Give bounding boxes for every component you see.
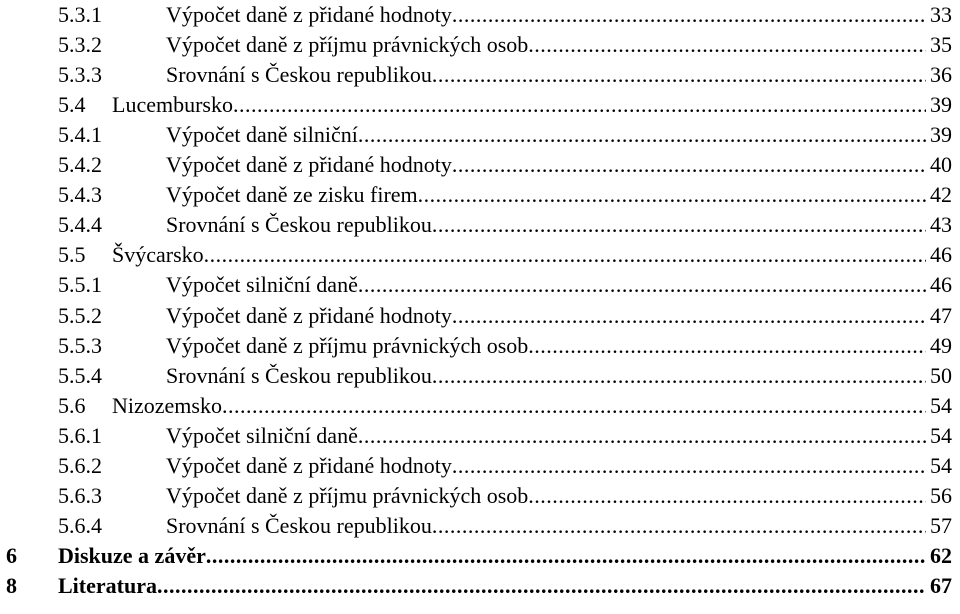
toc-entry-title[interactable]: Srovnání s Českou republikou xyxy=(166,62,432,88)
toc-entry-number: 5.6 xyxy=(58,392,86,418)
toc-entry-title-line xyxy=(166,421,926,450)
toc-entry[interactable] xyxy=(0,451,960,480)
toc-entry-page-number: 35 xyxy=(930,32,952,58)
dot-leader xyxy=(452,301,926,330)
dot-leader xyxy=(432,60,926,89)
toc-entry-title[interactable]: Srovnání s Českou republikou xyxy=(166,362,432,388)
toc-entry-page-number: 42 xyxy=(930,182,952,208)
toc-entry[interactable] xyxy=(0,120,960,149)
toc-entry-title-line xyxy=(166,150,926,179)
toc-entry[interactable] xyxy=(0,240,960,269)
toc-entry-title[interactable]: Výpočet daně z příjmu právnických osob xyxy=(166,332,529,358)
toc-entry-title[interactable]: Literatura xyxy=(58,573,157,598)
toc-entry[interactable] xyxy=(0,180,960,209)
toc-entry[interactable] xyxy=(0,0,960,29)
toc-entry-title-line xyxy=(166,210,926,239)
toc-entry[interactable] xyxy=(0,391,960,420)
toc-entry-page-number: 40 xyxy=(930,152,952,178)
toc-entry-title[interactable]: Výpočet silniční daně xyxy=(166,422,358,448)
toc-entry[interactable] xyxy=(0,30,960,59)
toc-entry-page-number: 39 xyxy=(930,122,952,148)
toc-entry-page-number: 49 xyxy=(930,332,952,358)
toc-entry-page-number: 46 xyxy=(930,242,952,268)
dot-leader xyxy=(452,150,926,179)
toc-entry-title[interactable]: Výpočet daně z přidané hodnoty xyxy=(166,2,452,27)
toc-entry-title-line xyxy=(112,90,926,119)
toc-entry-number: 5.5.2 xyxy=(58,302,102,328)
toc-entry-number: 8 xyxy=(6,573,17,598)
dot-leader xyxy=(528,30,926,59)
toc-entry-title-line xyxy=(166,511,926,540)
dot-leader xyxy=(418,180,926,209)
toc-entry-title[interactable]: Výpočet daně z příjmu právnických osob xyxy=(166,482,529,508)
toc-entry-number: 5.6.3 xyxy=(58,482,102,508)
toc-entry-page-number: 57 xyxy=(930,512,952,538)
dot-leader xyxy=(432,511,926,540)
dot-leader xyxy=(358,421,926,450)
toc-entry-number: 5.6.2 xyxy=(58,452,102,478)
toc-entry-title-line xyxy=(166,0,926,29)
toc-entry-title[interactable]: Výpočet daně z příjmu právnických osob xyxy=(166,32,529,58)
toc-entry-title[interactable]: Srovnání s Českou republikou xyxy=(166,512,432,538)
toc-entry-title-line xyxy=(166,301,926,330)
toc-entry-number: 5.5 xyxy=(58,242,86,268)
toc-entry-number: 5.3.3 xyxy=(58,62,102,88)
toc-entry[interactable] xyxy=(0,361,960,390)
dot-leader xyxy=(233,90,926,119)
toc-entry[interactable] xyxy=(0,541,960,570)
toc-entry-title-line xyxy=(166,60,926,89)
dot-leader xyxy=(452,451,926,480)
toc-entry-title-line xyxy=(58,571,926,600)
toc-entry[interactable] xyxy=(0,481,960,510)
toc-entry-page-number: 54 xyxy=(930,452,952,478)
toc-entry-number: 5.3.1 xyxy=(58,2,102,27)
toc-entry-number: 6 xyxy=(6,542,17,568)
toc-entry-page-number: 47 xyxy=(930,302,952,328)
toc-entry-page-number: 54 xyxy=(930,422,952,448)
toc-entry-title[interactable]: Výpočet daně ze zisku firem xyxy=(166,182,418,208)
toc-entry-page-number: 46 xyxy=(930,272,952,298)
dot-leader xyxy=(432,361,926,390)
toc-entry-number: 5.5.1 xyxy=(58,272,102,298)
toc-entry-title[interactable]: Lucembursko xyxy=(112,92,233,118)
toc-entry-number: 5.4.3 xyxy=(58,182,102,208)
toc-entry-title[interactable]: Výpočet silniční daně xyxy=(166,272,358,298)
toc-entry[interactable] xyxy=(0,60,960,89)
toc-entry-page-number: 43 xyxy=(930,212,952,238)
toc-entry[interactable] xyxy=(0,331,960,360)
toc-entry[interactable] xyxy=(0,90,960,119)
toc-entry[interactable] xyxy=(0,150,960,179)
toc-entry-page-number: 62 xyxy=(930,542,952,568)
toc-entry-title[interactable]: Výpočet daně silniční xyxy=(166,122,358,148)
dot-leader xyxy=(432,210,926,239)
dot-leader xyxy=(206,541,926,570)
toc-entry-title-line xyxy=(166,270,926,299)
dot-leader xyxy=(157,571,926,600)
dot-leader xyxy=(222,391,926,420)
toc-entry-title-line xyxy=(112,391,926,420)
toc-entry[interactable] xyxy=(0,270,960,299)
toc-entry-page-number: 56 xyxy=(930,482,952,508)
toc-entry-title-line xyxy=(166,180,926,209)
toc-entry-title-line xyxy=(166,331,926,360)
toc-entry-title-line xyxy=(166,120,926,149)
toc-entry-number: 5.4 xyxy=(58,92,86,118)
toc-entry-page-number: 33 xyxy=(930,2,952,27)
toc-entry[interactable] xyxy=(0,210,960,239)
toc-entry[interactable] xyxy=(0,571,960,600)
toc-entry-title[interactable]: Nizozemsko xyxy=(112,392,222,418)
toc-entry-number: 5.6.1 xyxy=(58,422,102,448)
dot-leader xyxy=(204,240,926,269)
toc-entry-title-line xyxy=(112,240,926,269)
toc-entry-title-line xyxy=(166,30,926,59)
toc-entry-title[interactable]: Výpočet daně z přidané hodnoty xyxy=(166,152,452,178)
toc-entry-page-number: 50 xyxy=(930,362,952,388)
toc-entry-title[interactable]: Švýcarsko xyxy=(112,242,204,268)
dot-leader xyxy=(358,120,926,149)
toc-entry-number: 5.3.2 xyxy=(58,32,102,58)
toc-entry-page-number: 54 xyxy=(930,392,952,418)
toc-entry-title[interactable]: Diskuze a závěr xyxy=(58,542,206,568)
toc-entry[interactable] xyxy=(0,511,960,540)
toc-entry-title-line xyxy=(58,541,926,570)
toc-entry-title-line xyxy=(166,361,926,390)
toc-entry-number: 5.4.2 xyxy=(58,152,102,178)
dot-leader xyxy=(528,331,926,360)
toc-entry-number: 5.4.1 xyxy=(58,122,102,148)
toc-entry[interactable] xyxy=(0,421,960,450)
toc-entry-number: 5.6.4 xyxy=(58,512,102,538)
toc-entry-title[interactable]: Výpočet daně z přidané hodnoty xyxy=(166,302,452,328)
toc-entry-title-line xyxy=(166,451,926,480)
toc-entry-page-number: 36 xyxy=(930,62,952,88)
toc-entry-title[interactable]: Výpočet daně z přidané hodnoty xyxy=(166,452,452,478)
dot-leader xyxy=(358,270,926,299)
toc-entry-page-number: 67 xyxy=(930,573,952,598)
toc-entry-number: 5.4.4 xyxy=(58,212,102,238)
toc-entry-title-line xyxy=(166,481,926,510)
toc-entry-number: 5.5.3 xyxy=(58,332,102,358)
dot-leader xyxy=(452,0,926,29)
dot-leader xyxy=(528,481,926,510)
toc-entry-page-number: 39 xyxy=(930,92,952,118)
toc-entry-number: 5.5.4 xyxy=(58,362,102,388)
toc-entry-title[interactable]: Srovnání s Českou republikou xyxy=(166,212,432,238)
toc-entry[interactable] xyxy=(0,301,960,330)
